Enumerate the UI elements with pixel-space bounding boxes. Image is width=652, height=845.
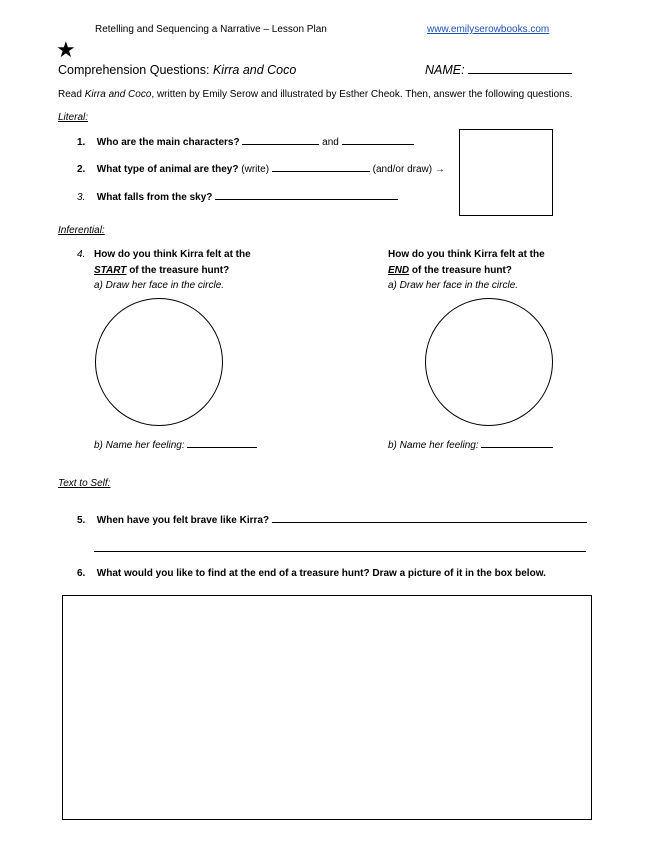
question-5-text: When have you felt brave like Kirra? <box>96 515 270 526</box>
question-5-number: 5. <box>77 515 86 526</box>
question-1-number: 1. <box>77 137 86 148</box>
question-2-number: 2. <box>77 164 86 175</box>
question-5 <box>77 513 587 526</box>
question-4-start-rest: of the treasure hunt? <box>126 265 230 276</box>
start-feeling-face-circle[interactable] <box>95 298 223 426</box>
question-4-end-line1: How do you think Kirra felt at the <box>388 249 545 260</box>
start-feeling-blank[interactable] <box>187 438 257 448</box>
question-2-text: What type of animal are they? <box>96 164 239 175</box>
name-label: NAME: <box>425 63 465 77</box>
end-feeling-face-circle[interactable] <box>425 298 553 426</box>
intro-book-title: Kirra and Coco <box>84 89 152 100</box>
question-2-blank[interactable] <box>272 162 370 172</box>
name-blank-line[interactable] <box>468 64 572 74</box>
question-4-end-keyword: END <box>388 265 410 276</box>
question-4-start-name-feeling <box>94 438 257 451</box>
treasure-drawing-box[interactable] <box>62 595 592 820</box>
star-icon: ★ <box>56 37 76 62</box>
question-4-start-line1: How do you think Kirra felt at the <box>94 249 251 260</box>
section-literal-label: Literal: <box>58 112 89 123</box>
question-6-text: What would you like to find at the end of a treasure hunt? Draw a picture of it in the box below. <box>96 568 546 579</box>
question-2-draw-hint: (and/or draw) <box>372 164 433 175</box>
end-feeling-blank[interactable] <box>481 438 553 448</box>
question-1-blank-b[interactable] <box>342 135 414 145</box>
heading-prefix: Comprehension Questions: <box>58 63 213 77</box>
question-3 <box>77 190 398 203</box>
question-4-start-draw-instruction: a) Draw her face in the circle. <box>94 280 225 291</box>
question-6-number: 6. <box>77 568 86 579</box>
end-name-feeling-label: b) Name her feeling: <box>388 440 479 451</box>
question-4-start-line2 <box>94 265 229 276</box>
website-link[interactable]: www.emilyserowbooks.com <box>427 24 550 35</box>
question-3-number: 3. <box>77 192 86 203</box>
intro-post: , written by Emily Serow and illustrated by Esther Cheok. Then, answer the following questions. <box>151 89 573 100</box>
question-4-end-name-feeling <box>388 438 553 451</box>
question-3-text: What falls from the sky? <box>96 192 213 203</box>
question-5-blank-1[interactable] <box>272 513 587 523</box>
question-6 <box>77 568 546 579</box>
section-text-to-self-label: Text to Self: <box>58 478 111 489</box>
question-4-end-rest: of the treasure hunt? <box>409 265 512 276</box>
question-2-write-hint: (write) <box>241 164 270 175</box>
arrow-right-icon: → <box>434 164 445 175</box>
question-3-blank[interactable] <box>215 190 398 200</box>
question-4-end-line2 <box>388 265 512 276</box>
animal-drawing-box[interactable] <box>459 129 553 216</box>
question-4-start-keyword: START <box>94 265 127 276</box>
question-5-blank-2[interactable] <box>94 551 586 552</box>
question-1-and: and <box>322 137 339 148</box>
question-4-end-draw-instruction: a) Draw her face in the circle. <box>388 280 519 291</box>
intro-instructions <box>58 89 573 100</box>
question-1 <box>77 135 414 148</box>
page-heading <box>58 63 296 77</box>
question-1-text: Who are the main characters? <box>96 137 240 148</box>
question-1-blank-a[interactable] <box>242 135 319 145</box>
heading-book-title: Kirra and Coco <box>212 63 297 77</box>
intro-pre: Read <box>58 89 85 100</box>
name-field[interactable] <box>425 63 572 77</box>
section-inferential-label: Inferential: <box>58 225 105 236</box>
question-4-number: 4. <box>77 249 86 260</box>
document-header-title: Retelling and Sequencing a Narrative – Lesson Plan <box>95 24 327 35</box>
start-name-feeling-label: b) Name her feeling: <box>94 440 185 451</box>
question-2 <box>77 162 445 175</box>
